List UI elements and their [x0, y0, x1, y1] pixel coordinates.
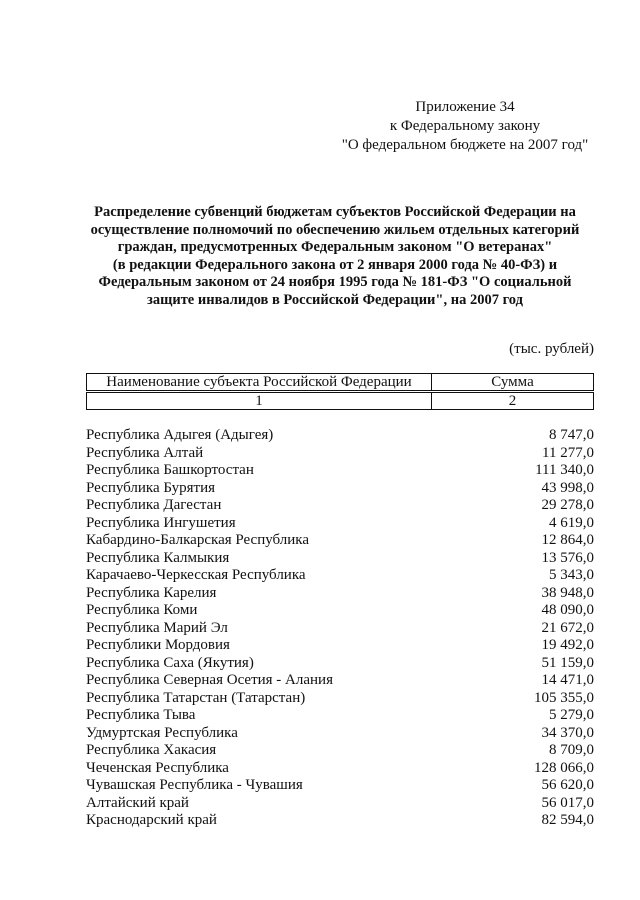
- region-amount: 51 159,0: [541, 654, 594, 671]
- appendix-header: [330, 98, 600, 155]
- table-row: [86, 742, 594, 760]
- table-row: [86, 637, 594, 655]
- region-name: Алтайский край: [86, 794, 189, 811]
- title-line: граждан, предусмотренных Федеральным законом "О ветеранах": [117, 239, 553, 256]
- region-name: Республика Алтай: [86, 444, 204, 461]
- region-amount: 56 620,0: [541, 777, 594, 793]
- table-row: [86, 620, 594, 638]
- table-body: [86, 427, 594, 830]
- region-name: Республики Мордовия: [86, 637, 230, 653]
- appendix-number: Приложение 34: [415, 99, 515, 115]
- table-column-numbers-row: [87, 392, 594, 410]
- column-header-name: Наименование субъекта Российской Федерации: [87, 374, 432, 392]
- table-row: [86, 795, 594, 813]
- region-name: Республика Коми: [86, 602, 198, 618]
- table-row: [86, 672, 594, 690]
- region-amount: 38 948,0: [541, 584, 594, 601]
- table-row: [86, 532, 594, 550]
- table-row: [86, 497, 594, 515]
- region-name: Республика Марий Эл: [86, 619, 228, 636]
- table-row: [86, 480, 594, 498]
- table-row: [86, 585, 594, 603]
- table-row: [86, 690, 594, 708]
- region-amount: 128 066,0: [534, 759, 594, 776]
- column-header-amount: Сумма: [432, 374, 594, 392]
- region-amount: 56 017,0: [541, 794, 594, 811]
- table-row: [86, 515, 594, 533]
- region-name: Республика Адыгея (Адыгея): [86, 427, 274, 443]
- table-row: [86, 725, 594, 743]
- appendix-law-reference: к Федеральному закону: [389, 118, 541, 134]
- table-row: [86, 602, 594, 620]
- title-line: осуществление полномочий по обеспечению жильем отдельных категорий: [90, 221, 580, 238]
- table-row: [86, 655, 594, 673]
- region-amount: 12 864,0: [541, 532, 594, 548]
- document-title: [70, 204, 600, 310]
- region-amount: 21 672,0: [541, 619, 594, 636]
- table-row: [86, 462, 594, 480]
- region-amount: 29 278,0: [541, 497, 594, 513]
- region-name: Чеченская Республика: [86, 759, 229, 776]
- region-name: Чувашская Республика - Чувашия: [86, 777, 303, 793]
- region-amount: 111 340,0: [535, 462, 594, 478]
- region-name: Удмуртская Республика: [86, 724, 238, 741]
- region-name: Карачаево-Черкесская Республика: [86, 567, 306, 583]
- table-header: [86, 373, 594, 410]
- title-line: защите инвалидов в Российской Федерации", на 2007 год: [147, 291, 523, 308]
- region-amount: 11 277,0: [542, 444, 594, 461]
- region-name: Республика Северная Осетия - Алания: [86, 672, 333, 688]
- region-amount: 14 471,0: [541, 672, 594, 688]
- table-row: [86, 427, 594, 445]
- table-row: [86, 812, 594, 830]
- column-number-name: 1: [87, 392, 432, 410]
- region-name: Республика Калмыкия: [86, 549, 230, 566]
- region-amount: 105 355,0: [534, 689, 594, 706]
- region-amount: 13 576,0: [541, 549, 594, 566]
- region-amount: 8 747,0: [549, 427, 594, 443]
- region-name: Республика Дагестан: [86, 497, 222, 513]
- region-amount: 8 709,0: [549, 742, 594, 758]
- region-amount: 43 998,0: [541, 479, 594, 496]
- table-row: [86, 777, 594, 795]
- region-amount: 19 492,0: [541, 637, 594, 653]
- title-line: (в редакции Федерального закона от 2 января 2000 года № 40-ФЗ) и: [112, 256, 558, 273]
- region-name: Республика Ингушетия: [86, 514, 236, 531]
- units-label: (тыс. рублей): [509, 341, 594, 357]
- region-name: Республика Бурятия: [86, 479, 216, 496]
- region-name: Краснодарский край: [86, 812, 217, 828]
- title-line: Распределение субвенций бюджетам субъектов Российской Федерации на: [94, 204, 576, 220]
- table-row: [86, 567, 594, 585]
- column-number-amount: 2: [432, 392, 594, 410]
- table-row: [86, 760, 594, 778]
- region-name: Республика Карелия: [86, 584, 217, 601]
- table-row: [86, 550, 594, 568]
- region-amount: 5 343,0: [549, 567, 594, 583]
- table-row: [86, 707, 594, 725]
- region-amount: 5 279,0: [549, 707, 594, 723]
- region-name: Республика Башкортостан: [86, 462, 254, 478]
- region-amount: 34 370,0: [541, 724, 594, 741]
- region-name: Республика Тыва: [86, 707, 196, 723]
- region-name: Кабардино-Балкарская Республика: [86, 532, 310, 548]
- region-amount: 48 090,0: [541, 602, 594, 618]
- region-name: Республика Татарстан (Татарстан): [86, 689, 306, 706]
- region-amount: 82 594,0: [541, 812, 594, 828]
- appendix-law-title: "О федеральном бюджете на 2007 год": [341, 137, 589, 153]
- region-name: Республика Саха (Якутия): [86, 654, 254, 671]
- title-line: Федеральным законом от 24 ноября 1995 года № 181-ФЗ "О социальной: [98, 274, 572, 291]
- table-row: [86, 445, 594, 463]
- table-header-row: [87, 374, 594, 392]
- region-name: Республика Хакасия: [86, 742, 217, 758]
- region-amount: 4 619,0: [549, 514, 594, 531]
